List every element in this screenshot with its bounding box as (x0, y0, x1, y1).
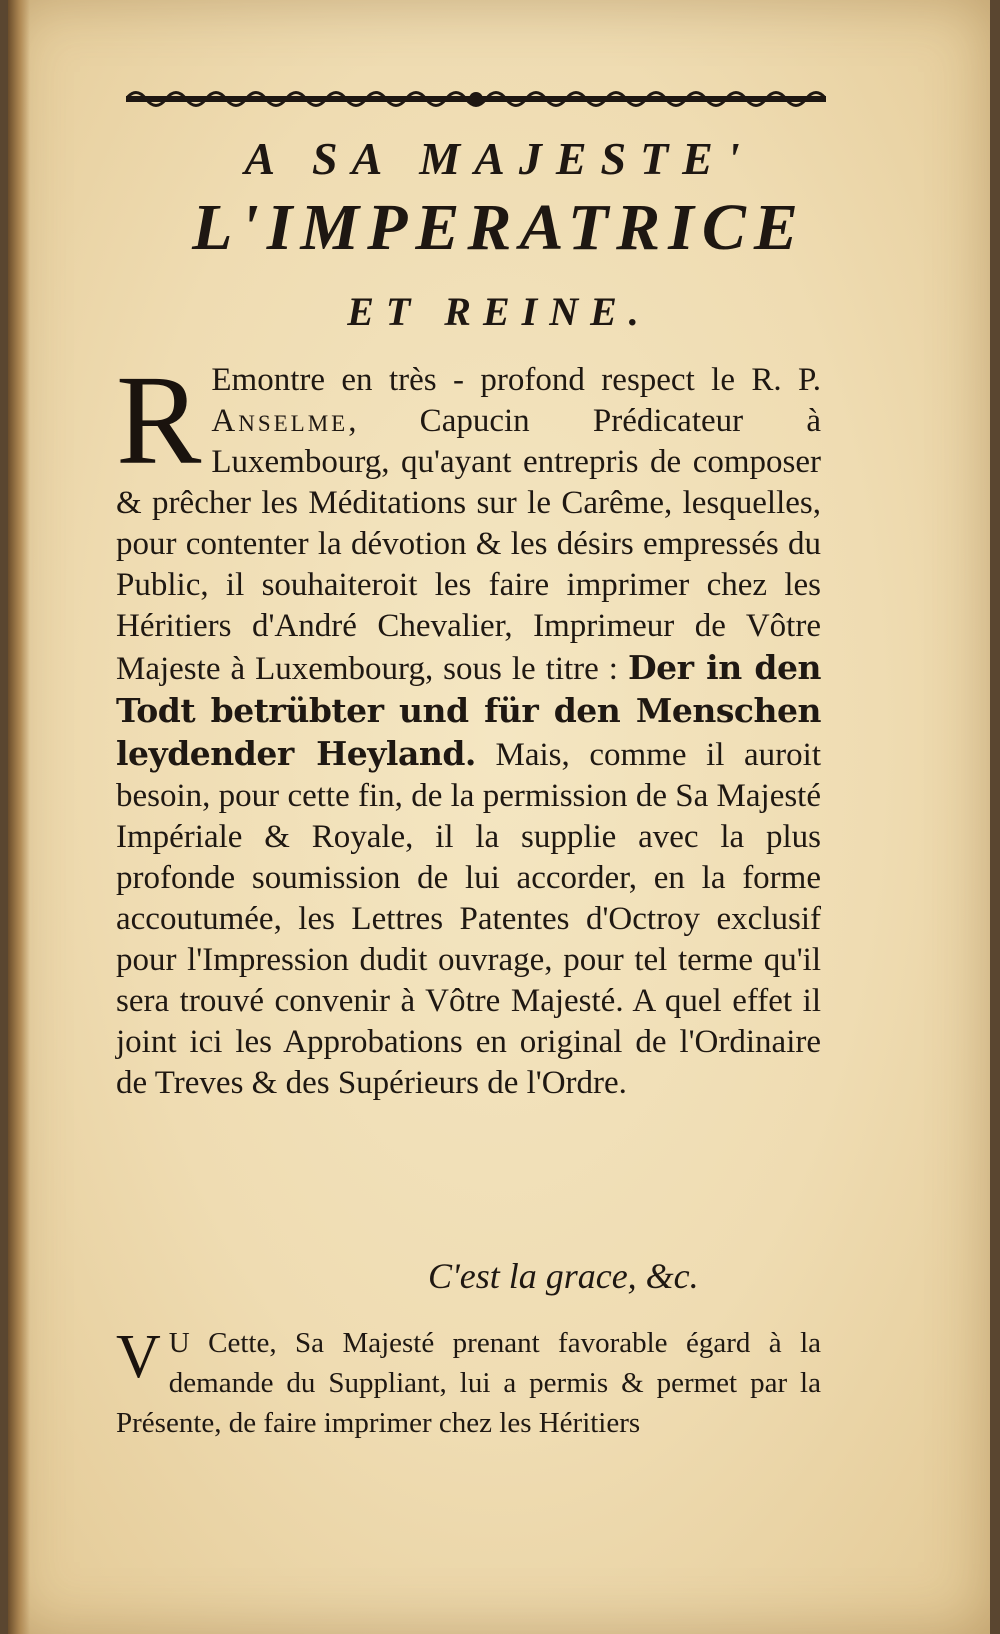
petition-text-3: Mais, comme il auroit besoin, pour cette fin, de la permission de Sa Majesté Impériale & Royale, il la supplie avec la plus profonde soumission de lui accorder, en la forme accoutumée, les Lettres Patentes d'Octroy exclusif pour l'Impression dudit ouvrage, pour tel terme qu'il sera trouvé convenir à Vôtre Majesté. A quel effet il joint ici les Approbations en original de l'Ordinaire de Treves & des Supérieurs de l'Ordre. (116, 737, 821, 1101)
heading-line-2: L'IMPERATRICE (192, 191, 806, 264)
petition-text-1: Emontre en très - profond respect le R. P. (211, 362, 821, 398)
petition-text-2: , Capucin Prédicateur à Luxembourg, qu'ayant entrepris de composer & prêcher les Méditations sur le Carême, lesquelles, pour contenter la dévotion & les désirs empressés du Public, il souhaiteroit les faire imprimer chez les Héritiers d'André Chevalier, Imprimeur de Vôtre Majeste à Luxembourg, sous le titre : (116, 403, 821, 687)
book-title-gothic: Der in den Todt betrübter und für den Menschen leydender Heyland. (116, 648, 821, 773)
petition-dropcap: R (116, 349, 202, 491)
petition-paragraph (116, 349, 821, 1104)
decree-paragraph (116, 1323, 821, 1443)
ornamental-border (126, 86, 826, 112)
decree-dropcap: V (116, 1323, 161, 1391)
heading-line-3: ET REINE. (347, 289, 651, 334)
book-page (8, 0, 990, 1634)
heading-line-1: A SA MAJESTE' (244, 133, 754, 184)
decree-text: U Cette, Sa Majesté prenant favorable égard à la demande du Suppliant, lui a permis & permet par la Présente, de faire imprimer chez les Héritiers (116, 1327, 821, 1439)
closing-formula: C'est la grace, &c. (428, 1256, 699, 1296)
petitioner-name: Anselme (211, 403, 349, 439)
